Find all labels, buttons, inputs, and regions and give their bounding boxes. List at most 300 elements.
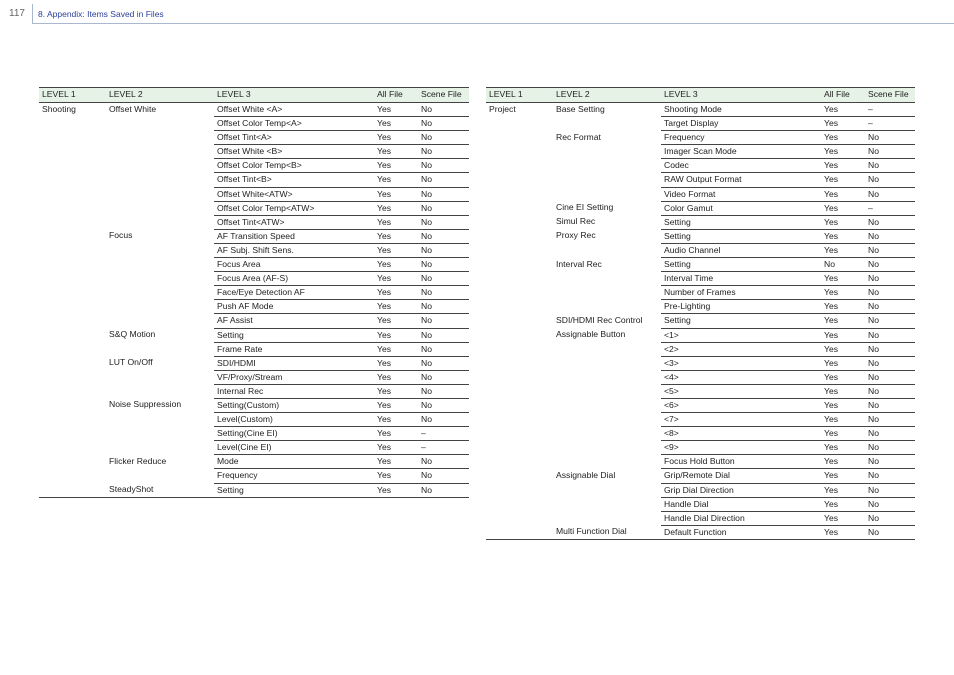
level3-cell: Offset Tint<ATW> [214,215,374,229]
scene-file-cell: No [865,300,915,314]
level1-cell-empty [39,370,106,384]
level3-cell: Default Function [661,525,821,539]
level3-cell: <7> [661,413,821,427]
all-file-cell: No [821,258,865,272]
all-file-cell: Yes [374,483,418,497]
level2-cell-empty [106,173,214,187]
table-row [486,356,915,370]
level3-cell: Codec [661,159,821,173]
level3-cell: Frequency [214,469,374,483]
scene-file-cell: No [418,356,469,370]
col-header-level1: LEVEL 1 [39,88,106,103]
level3-cell: Offset Color Temp<ATW> [214,201,374,215]
scene-file-cell: No [418,258,469,272]
level3-cell: <3> [661,356,821,370]
level3-cell: Setting [661,215,821,229]
scene-file-cell: No [865,173,915,187]
level3-cell: Audio Channel [661,243,821,257]
table-row [486,328,915,342]
all-file-cell: Yes [374,328,418,342]
table-row [486,258,915,272]
all-file-cell: Yes [821,398,865,412]
scene-file-cell: – [865,117,915,131]
level2-cell-empty [106,469,214,483]
level2-cell-empty [553,427,661,441]
scene-file-cell: No [865,356,915,370]
level2-cell: S&Q Motion [109,329,156,339]
scene-file-cell: No [865,370,915,384]
scene-file-cell: No [865,145,915,159]
col-header-scene-file: Scene File [418,88,469,103]
level3-cell: Grip Dial Direction [661,483,821,497]
table-row [39,272,469,286]
all-file-cell: Yes [374,455,418,469]
table-row [486,525,915,539]
all-file-cell: Yes [374,173,418,187]
level3-cell: AF Assist [214,314,374,328]
col-header-level1: LEVEL 1 [486,88,553,103]
table-header-row [486,88,915,103]
table-row [486,384,915,398]
table-row [486,413,915,427]
all-file-cell: Yes [374,159,418,173]
level1-cell-empty [486,441,553,455]
level2-cell: Noise Suppression [109,399,182,410]
level3-cell: Setting [214,483,374,497]
all-file-cell: Yes [374,187,418,201]
all-file-cell: Yes [821,286,865,300]
level1-cell-empty [486,243,553,257]
scene-file-cell: No [418,384,469,398]
level3-cell: Imager Scan Mode [661,145,821,159]
level2-cell-empty [106,370,214,384]
scene-file-cell: No [418,413,469,427]
level2-cell-empty [553,272,661,286]
level2-cell: SDI/HDMI Rec Control [556,314,643,325]
scene-file-cell: – [865,201,915,215]
level1-cell [486,215,553,229]
col-header-level3: LEVEL 3 [661,88,821,103]
level3-cell: Offset Color Temp<A> [214,117,374,131]
scene-file-cell: No [865,342,915,356]
all-file-cell: Yes [374,342,418,356]
level2-cell-empty [553,145,661,159]
level3-cell: RAW Output Format [661,173,821,187]
level1-cell [486,258,553,272]
settings-table-left [39,87,469,498]
table-row [486,314,915,328]
all-file-cell: Yes [374,469,418,483]
level3-cell: Offset White <B> [214,145,374,159]
scene-file-cell: No [418,483,469,497]
table-row [486,398,915,412]
level3-cell: Face/Eye Detection AF [214,286,374,300]
level2-cell: Cine EI Setting [556,202,614,213]
table-row [39,215,469,229]
level2-cell: Offset White [109,104,157,114]
all-file-cell: Yes [821,215,865,229]
col-header-all-file: All File [821,88,865,103]
table-header-row [39,88,469,103]
table-row [39,159,469,173]
all-file-cell: Yes [374,272,418,286]
all-file-cell: Yes [374,229,418,243]
level2-cell-empty [106,272,214,286]
level3-cell: <5> [661,384,821,398]
all-file-cell: Yes [821,511,865,525]
scene-file-cell: No [418,201,469,215]
table-row [39,455,469,469]
level2-cell-empty [106,131,214,145]
table-row [486,272,915,286]
all-file-cell: Yes [821,187,865,201]
all-file-cell: Yes [821,243,865,257]
level3-cell: <4> [661,370,821,384]
level1-cell-empty [39,159,106,173]
all-file-cell: Yes [821,201,865,215]
level2-cell-empty [106,201,214,215]
level1-cell-empty [39,314,106,328]
table-row [39,370,469,384]
all-file-cell: Yes [821,173,865,187]
level3-cell: Offset White<ATW> [214,187,374,201]
level1-cell-empty [486,511,553,525]
level1-cell [39,483,106,497]
level3-cell: Internal Rec [214,384,374,398]
level1-cell-empty [39,258,106,272]
level3-cell: Setting [661,314,821,328]
level2-cell-empty [553,286,661,300]
level1-cell-empty [39,201,106,215]
scene-file-cell: No [418,131,469,145]
level3-cell: Offset Color Temp<B> [214,159,374,173]
level2-cell: Multi Function Dial [553,525,661,539]
scene-file-cell: No [865,229,915,243]
all-file-cell: Yes [821,384,865,398]
level2-cell-empty [106,159,214,173]
level3-cell: Pre-Lighting [661,300,821,314]
level3-cell: <2> [661,342,821,356]
level2-cell-empty [553,243,661,257]
level1-cell-empty [39,469,106,483]
all-file-cell: Yes [374,201,418,215]
all-file-cell: Yes [821,272,865,286]
level3-cell: AF Subj. Shift Sens. [214,243,374,257]
level1-cell-empty [39,441,106,455]
scene-file-cell: No [865,511,915,525]
level3-cell: Offset White <A> [214,103,374,117]
level1-cell-empty [39,272,106,286]
level1-cell-empty [39,187,106,201]
level2-cell-empty [553,356,661,370]
table-row [486,441,915,455]
level1-cell [486,328,553,342]
level3-cell: VF/Proxy/Stream [214,370,374,384]
table-row [486,243,915,257]
level2-cell-empty [553,511,661,525]
level1-cell-empty [486,427,553,441]
table-row [39,117,469,131]
scene-file-cell: No [418,314,469,328]
level1-cell: Project [489,104,516,114]
table-row [486,131,915,145]
page-header [0,0,954,24]
scene-file-cell: No [865,187,915,201]
scene-file-cell: No [865,286,915,300]
level2-cell: Interval Rec [556,258,602,269]
level3-cell: Push AF Mode [214,300,374,314]
level2-cell-empty [553,342,661,356]
level3-cell: Target Display [661,117,821,131]
table-row [486,145,915,159]
all-file-cell: Yes [821,145,865,159]
level2-cell-empty [106,286,214,300]
table-row [486,511,915,525]
table-row [39,229,469,243]
scene-file-cell: No [865,384,915,398]
all-file-cell: Yes [374,243,418,257]
level3-cell: Shooting Mode [661,103,821,117]
level3-cell: Setting(Cine EI) [214,427,374,441]
level1-cell-empty [486,455,553,469]
all-file-cell: Yes [821,483,865,497]
scene-file-cell: No [865,328,915,342]
scene-file-cell: No [418,286,469,300]
level2-cell-empty [553,187,661,201]
all-file-cell: Yes [821,117,865,131]
level1-cell-empty [39,427,106,441]
level1-cell-empty [486,173,553,187]
level3-cell: Focus Hold Button [661,455,821,469]
table-row [486,103,915,117]
all-file-cell: Yes [374,441,418,455]
scene-file-cell: No [865,314,915,328]
level1-cell-empty [486,398,553,412]
level3-cell: SDI/HDMI [214,356,374,370]
table-row [39,469,469,483]
level1-cell-empty [39,300,106,314]
scene-file-cell: No [418,103,469,117]
level2-cell-empty [553,441,661,455]
all-file-cell: Yes [821,314,865,328]
level1-cell [486,525,553,539]
table-row [486,286,915,300]
table-row [39,483,469,497]
table-row [486,469,915,483]
level3-cell: Interval Time [661,272,821,286]
scene-file-cell: No [418,328,469,342]
level2-cell: Assignable Dial [556,469,616,480]
scene-file-cell: – [418,441,469,455]
scene-file-cell: No [418,159,469,173]
scene-file-cell: No [865,243,915,257]
level2-cell-empty [553,483,661,497]
level2-cell-empty [553,384,661,398]
level2-cell: Assignable Button [556,329,626,339]
all-file-cell: Yes [374,384,418,398]
scene-file-cell: No [418,117,469,131]
level3-cell: <8> [661,427,821,441]
level3-cell: Frequency [661,131,821,145]
level2-cell-empty [553,455,661,469]
table-row [486,117,915,131]
level1-cell: Shooting [42,104,76,114]
level2-cell-empty [553,497,661,511]
level1-cell-empty [486,384,553,398]
level1-cell [486,131,553,145]
table-row [486,342,915,356]
scene-file-cell: No [865,215,915,229]
level2-cell-empty [553,413,661,427]
all-file-cell: Yes [374,215,418,229]
level1-cell-empty [486,117,553,131]
all-file-cell: Yes [821,497,865,511]
level1-cell-empty [486,187,553,201]
level2-cell-empty [553,117,661,131]
all-file-cell: Yes [821,131,865,145]
col-header-scene-file: Scene File [865,88,915,103]
all-file-cell: Yes [821,455,865,469]
level2-cell: SteadyShot [106,483,214,497]
level1-cell-empty [39,243,106,257]
table-row [39,413,469,427]
level3-cell: Focus Area (AF-S) [214,272,374,286]
level1-cell-empty [486,342,553,356]
table-row [486,229,915,243]
scene-file-cell: No [865,159,915,173]
scene-file-cell: No [418,272,469,286]
level2-cell: LUT On/Off [109,357,153,368]
scene-file-cell: No [418,145,469,159]
level2-cell: Flicker Reduce [109,455,167,466]
level2-cell-empty [106,342,214,356]
table-row [39,356,469,370]
header-divider [32,4,33,23]
scene-file-cell: No [865,398,915,412]
level1-cell-empty [486,145,553,159]
scene-file-cell: No [865,272,915,286]
level1-cell [39,455,106,469]
level2-cell: Base Setting [556,104,605,114]
table-row [39,384,469,398]
scene-file-cell: No [865,413,915,427]
level1-cell-empty [486,300,553,314]
level3-cell: Level(Cine EI) [214,441,374,455]
level1-cell-empty [39,145,106,159]
table-row [486,483,915,497]
scene-file-cell: No [865,525,915,539]
table-row [486,370,915,384]
scene-file-cell: No [865,131,915,145]
level1-cell-empty [486,370,553,384]
scene-file-cell: No [418,469,469,483]
table-row [486,201,915,215]
all-file-cell: Yes [374,370,418,384]
level3-cell: Setting [661,229,821,243]
level1-cell [39,398,106,412]
level2-cell-empty [106,215,214,229]
scene-file-cell: No [865,441,915,455]
level2-cell-empty [106,145,214,159]
table-row [39,286,469,300]
level1-cell-empty [39,384,106,398]
level2-cell-empty [106,427,214,441]
scene-file-cell: No [865,455,915,469]
all-file-cell: Yes [374,286,418,300]
all-file-cell: Yes [374,314,418,328]
all-file-cell: Yes [821,469,865,483]
table-row [486,455,915,469]
table-row [39,243,469,257]
level3-cell: Color Gamut [661,201,821,215]
level2-cell-empty [106,117,214,131]
table-row [486,215,915,229]
level3-cell: Handle Dial Direction [661,511,821,525]
scene-file-cell: No [418,342,469,356]
level3-cell: Setting(Custom) [214,398,374,412]
level2-cell-empty [106,187,214,201]
level3-cell: <6> [661,398,821,412]
level3-cell: <9> [661,441,821,455]
table-row [39,300,469,314]
scene-file-cell: No [418,187,469,201]
col-header-all-file: All File [374,88,418,103]
table-row [39,187,469,201]
scene-file-cell: No [418,300,469,314]
level1-cell-empty [486,286,553,300]
all-file-cell: Yes [821,300,865,314]
header-rule [32,23,954,24]
level2-cell-empty [553,159,661,173]
table-row [39,145,469,159]
scene-file-cell: No [418,243,469,257]
all-file-cell: Yes [821,427,865,441]
table-row [39,103,469,117]
level2-cell-empty [106,314,214,328]
all-file-cell: Yes [821,525,865,539]
table-row [39,258,469,272]
all-file-cell: Yes [821,103,865,117]
all-file-cell: Yes [821,370,865,384]
scene-file-cell: No [418,455,469,469]
all-file-cell: Yes [821,356,865,370]
scene-file-cell: No [418,370,469,384]
level2-cell-empty [106,258,214,272]
table-row [39,328,469,342]
level3-cell: Offset Tint<B> [214,173,374,187]
level1-cell-empty [39,117,106,131]
level1-cell-empty [486,356,553,370]
all-file-cell: Yes [821,229,865,243]
level3-cell: Focus Area [214,258,374,272]
level3-cell: Level(Custom) [214,413,374,427]
level2-cell-empty [106,384,214,398]
table-row [486,173,915,187]
level1-cell-empty [39,215,106,229]
table-row [486,159,915,173]
scene-file-cell: No [418,398,469,412]
level1-cell-empty [39,286,106,300]
level1-cell-empty [39,131,106,145]
all-file-cell: Yes [374,145,418,159]
table-row [486,300,915,314]
level1-cell [39,328,106,342]
level1-cell-empty [39,342,106,356]
table-row [39,427,469,441]
level3-cell: Video Format [661,187,821,201]
all-file-cell: Yes [374,413,418,427]
level2-cell-empty [106,300,214,314]
